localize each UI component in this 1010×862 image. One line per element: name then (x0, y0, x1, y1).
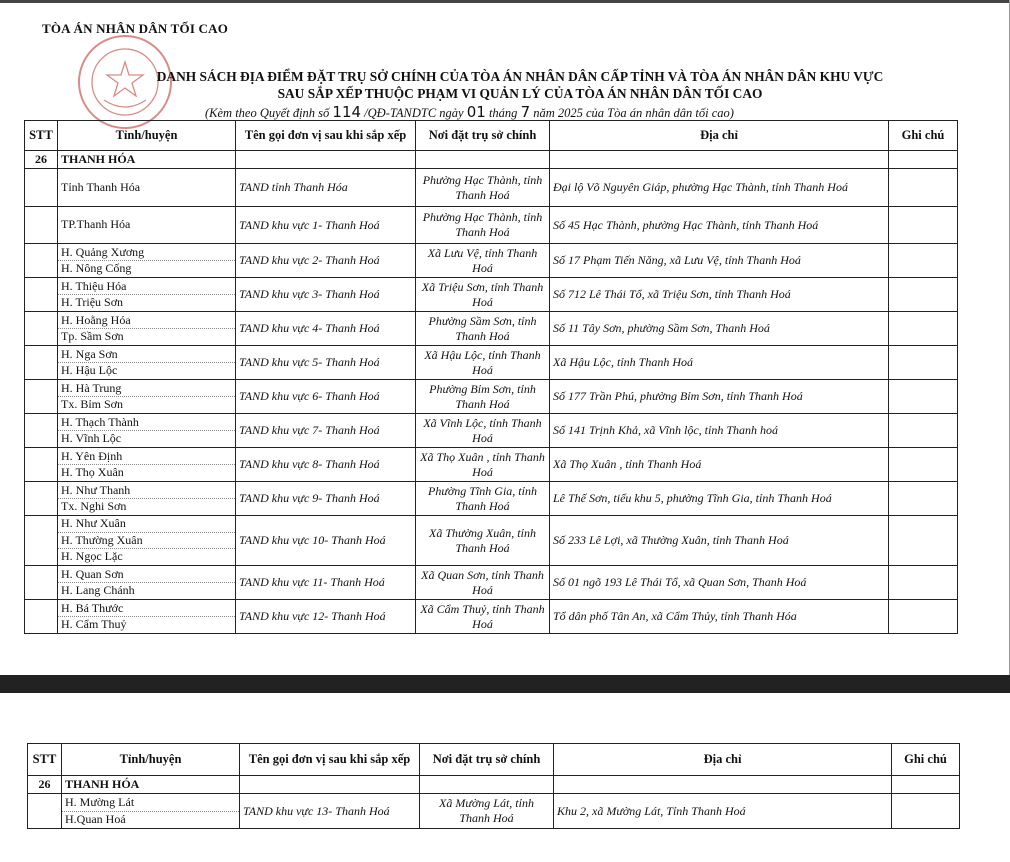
table-row (25, 566, 958, 600)
district-cell (58, 566, 236, 600)
district-name: H. Thiệu Hóa (58, 279, 235, 296)
address: Khu 2, xã Mường Lát, Tỉnh Thanh Hoá (554, 794, 892, 829)
district-name: H. Thọ Xuân (61, 465, 124, 479)
court-name: TÒA ÁN NHÂN DÂN TỐI CAO (42, 21, 229, 36)
note (889, 600, 958, 634)
header-address: Địa chỉ (550, 121, 889, 151)
seat-location: Xã Lưu Vệ, tỉnh Thanh Hoá (416, 244, 550, 278)
decision-suffix: năm 2025 của Tòa án nhân dân tối cao) (533, 106, 734, 120)
decision-day-handwritten: 01 (466, 103, 486, 121)
page-separator-band (0, 675, 1010, 693)
header-unit-name: Tên gọi đơn vị sau khi sắp xếp (236, 121, 416, 151)
unit-name: TAND khu vực 4- Thanh Hoá (236, 312, 416, 346)
table-row (25, 346, 958, 380)
unit-name: TAND khu vực 8- Thanh Hoá (236, 448, 416, 482)
court-locations-table-continued (27, 743, 960, 829)
district-name: H. Quan Sơn (58, 567, 235, 584)
district-name: Tỉnh Thanh Hóa (61, 179, 141, 194)
district-name: H. Quảng Xương (58, 245, 235, 262)
address: Số 45 Hạc Thành, phường Hạc Thành, tỉnh Thanh Hoá (550, 207, 889, 244)
unit-name: TAND khu vực 5- Thanh Hoá (236, 346, 416, 380)
table-row (25, 244, 958, 278)
decision-month-handwritten: 7 (520, 103, 531, 121)
note (889, 516, 958, 566)
district-name: H. Nông Cống (61, 261, 132, 275)
row-stt-cell (25, 346, 58, 380)
district-cell (58, 312, 236, 346)
district-name: H.Quan Hoá (65, 811, 126, 826)
decision-reference (205, 103, 734, 121)
district-name: Tp. Sầm Sơn (61, 329, 124, 343)
seat-location: Xã Thường Xuân, tỉnh Thanh Hoá (416, 516, 550, 566)
empty-cell (416, 151, 550, 169)
address: Xã Hậu Lộc, tỉnh Thanh Hoá (550, 346, 889, 380)
unit-name: TAND khu vực 9- Thanh Hoá (236, 482, 416, 516)
note (889, 448, 958, 482)
note (889, 207, 958, 244)
table-header-row (28, 744, 960, 776)
table-row (28, 794, 960, 829)
seat-location: Phường Tĩnh Gia, tỉnh Thanh Hoá (416, 482, 550, 516)
address: Tổ dân phố Tân An, xã Cẩm Thủy, tỉnh Thanh Hóa (550, 600, 889, 634)
address: Số 01 ngõ 193 Lê Thái Tổ, xã Quan Sơn, Thanh Hoá (550, 566, 889, 600)
province-name: THANH HÓA (58, 151, 236, 169)
unit-name: TAND khu vực 2- Thanh Hoá (236, 244, 416, 278)
note (889, 278, 958, 312)
row-stt-cell (25, 169, 58, 207)
table-header-row (25, 121, 958, 151)
table-row (25, 380, 958, 414)
page-top-edge (0, 0, 1010, 3)
note (889, 566, 958, 600)
district-name: H. Thạch Thành (58, 415, 235, 432)
address: Số 712 Lê Thái Tổ, xã Triệu Sơn, tỉnh Thanh Hoá (550, 278, 889, 312)
row-stt-cell (25, 448, 58, 482)
address: Xã Thọ Xuân , tỉnh Thanh Hoá (550, 448, 889, 482)
note (889, 414, 958, 448)
row-stt-cell (25, 244, 58, 278)
table-row (25, 312, 958, 346)
seat-location: Xã Cẩm Thuỷ, tỉnh Thanh Hoá (416, 600, 550, 634)
address: Đại lộ Võ Nguyên Giáp, phường Hạc Thành, tỉnh Thanh Hoá (550, 169, 889, 207)
note (889, 482, 958, 516)
row-stt-cell (28, 794, 62, 829)
seat-location: Xã Vĩnh Lộc, tỉnh Thanh Hoá (416, 414, 550, 448)
unit-name: TAND khu vực 3- Thanh Hoá (236, 278, 416, 312)
district-cell (58, 244, 236, 278)
header-province-district: Tỉnh/huyện (58, 121, 236, 151)
decision-number-handwritten: 114 (332, 103, 362, 121)
district-cell (58, 380, 236, 414)
header-note: Ghi chú (889, 121, 958, 151)
seat-location: Xã Thọ Xuân , tỉnh Thanh Hoá (416, 448, 550, 482)
unit-name: TAND khu vực 11- Thanh Hoá (236, 566, 416, 600)
note (889, 346, 958, 380)
decision-middle: /QĐ-TANDTC ngày (364, 106, 464, 120)
district-cell (58, 207, 236, 244)
address: Số 177 Trần Phú, phường Bỉm Sơn, tỉnh Thanh Hoá (550, 380, 889, 414)
district-name: H. Triệu Sơn (61, 295, 124, 309)
empty-cell (889, 151, 958, 169)
district-name: H. Thường Xuân (58, 533, 235, 550)
district-cell (58, 600, 236, 634)
header-note: Ghi chú (892, 744, 960, 776)
district-name: H. Mường Lát (62, 795, 239, 812)
seat-location: Xã Quan Sơn, tỉnh Thanh Hoá (416, 566, 550, 600)
province-row (28, 776, 960, 794)
note (889, 312, 958, 346)
empty-cell (420, 776, 554, 794)
seat-location: Phường Hạc Thành, tỉnh Thanh Hoá (416, 207, 550, 244)
table-row (25, 169, 958, 207)
document-page-2 (0, 693, 1010, 862)
district-cell (58, 169, 236, 207)
address: Số 141 Trịnh Khả, xã Vĩnh lộc, tỉnh Thanh hoá (550, 414, 889, 448)
table-row (25, 448, 958, 482)
district-cell (58, 346, 236, 380)
header-address: Địa chỉ (554, 744, 892, 776)
row-stt-cell (25, 482, 58, 516)
address: Số 11 Tây Sơn, phường Sầm Sơn, Thanh Hoá (550, 312, 889, 346)
seat-location: Phường Sầm Sơn, tỉnh Thanh Hoá (416, 312, 550, 346)
table-row (25, 278, 958, 312)
district-name: H. Yên Định (58, 449, 235, 466)
district-cell (62, 794, 240, 829)
decision-month-label: tháng (488, 106, 518, 120)
empty-cell (550, 151, 889, 169)
document-title-line-2: SAU SẮP XẾP THUỘC PHẠM VI QUẢN LÝ CỦA TÒA ÁN NHÂN DÂN TỐI CAO (277, 86, 763, 101)
district-name: H. Hà Trung (58, 381, 235, 398)
district-name: H. Hậu Lộc (61, 363, 118, 377)
unit-name: TAND khu vực 7- Thanh Hoá (236, 414, 416, 448)
district-name: H. Vĩnh Lộc (61, 431, 122, 445)
empty-cell (240, 776, 420, 794)
header-stt: STT (25, 121, 58, 151)
note (892, 794, 960, 829)
decision-prefix: (Kèm theo Quyết định số (205, 106, 330, 120)
district-name: H. Lang Chánh (61, 583, 135, 597)
district-name: H. Như Xuân (58, 516, 235, 533)
row-stt-cell (25, 312, 58, 346)
empty-cell (892, 776, 960, 794)
note (889, 380, 958, 414)
row-stt-cell (25, 414, 58, 448)
header-unit-name: Tên gọi đơn vị sau khi sắp xếp (240, 744, 420, 776)
row-stt-cell (25, 278, 58, 312)
table-row (25, 600, 958, 634)
header-seat: Nơi đặt trụ sở chính (420, 744, 554, 776)
seat-location: Xã Hậu Lộc, tỉnh Thanh Hoá (416, 346, 550, 380)
row-stt-cell (25, 516, 58, 566)
table-row (25, 207, 958, 244)
district-name: H. Như Thanh (58, 483, 235, 500)
header-stt: STT (28, 744, 62, 776)
table-row (25, 414, 958, 448)
court-locations-table (24, 120, 958, 634)
district-name: H. Nga Sơn (58, 347, 235, 364)
district-name: H. Cẩm Thuỷ (61, 617, 127, 631)
row-stt-cell (25, 380, 58, 414)
province-stt: 26 (28, 776, 62, 794)
district-cell (58, 448, 236, 482)
province-row (25, 151, 958, 169)
district-name: H. Ngọc Lặc (61, 549, 123, 564)
unit-name: TAND khu vực 13- Thanh Hoá (240, 794, 420, 829)
table-row (25, 482, 958, 516)
district-cell (58, 278, 236, 312)
district-name: Tx. Bỉm Sơn (61, 397, 124, 411)
note (889, 169, 958, 207)
district-name: H. Bá Thước (58, 601, 235, 618)
district-cell (58, 414, 236, 448)
row-stt-cell (25, 600, 58, 634)
unit-name: TAND khu vực 1- Thanh Hoá (236, 207, 416, 244)
province-stt: 26 (25, 151, 58, 169)
address: Số 17 Phạm Tiến Năng, xã Lưu Vệ, tỉnh Thanh Hoá (550, 244, 889, 278)
header-province-district: Tỉnh/huyện (62, 744, 240, 776)
seat-location: Phường Hạc Thành, tỉnh Thanh Hoá (416, 169, 550, 207)
empty-cell (236, 151, 416, 169)
district-cell (58, 482, 236, 516)
table-row (25, 516, 958, 566)
district-name: Tx. Nghi Sơn (61, 499, 127, 513)
seat-location: Xã Triệu Sơn, tỉnh Thanh Hoá (416, 278, 550, 312)
unit-name: TAND khu vực 12- Thanh Hoá (236, 600, 416, 634)
district-cell (58, 516, 236, 566)
row-stt-cell (25, 207, 58, 244)
province-name: THANH HÓA (62, 776, 240, 794)
empty-cell (554, 776, 892, 794)
unit-name: TAND khu vực 6- Thanh Hoá (236, 380, 416, 414)
address: Lê Thế Sơn, tiểu khu 5, phường Tĩnh Gia, tỉnh Thanh Hoá (550, 482, 889, 516)
row-stt-cell (25, 566, 58, 600)
seat-location: Phường Bỉm Sơn, tỉnh Thanh Hoá (416, 380, 550, 414)
seat-location: Xã Mường Lát, tỉnh Thanh Hoá (420, 794, 554, 829)
address: Số 233 Lê Lợi, xã Thường Xuân, tỉnh Thanh Hoá (550, 516, 889, 566)
district-name: TP.Thanh Hóa (61, 217, 131, 232)
document-title-line-1: DANH SÁCH ĐỊA ĐIỂM ĐẶT TRỤ SỞ CHÍNH CỦA TÒA ÁN NHÂN DÂN CẤP TỈNH VÀ TÒA ÁN NHÂN DÂN KHU VỰC (156, 69, 884, 84)
unit-name: TAND tỉnh Thanh Hóa (236, 169, 416, 207)
unit-name: TAND khu vực 10- Thanh Hoá (236, 516, 416, 566)
district-name: H. Hoằng Hóa (58, 313, 235, 330)
header-seat: Nơi đặt trụ sở chính (416, 121, 550, 151)
note (889, 244, 958, 278)
